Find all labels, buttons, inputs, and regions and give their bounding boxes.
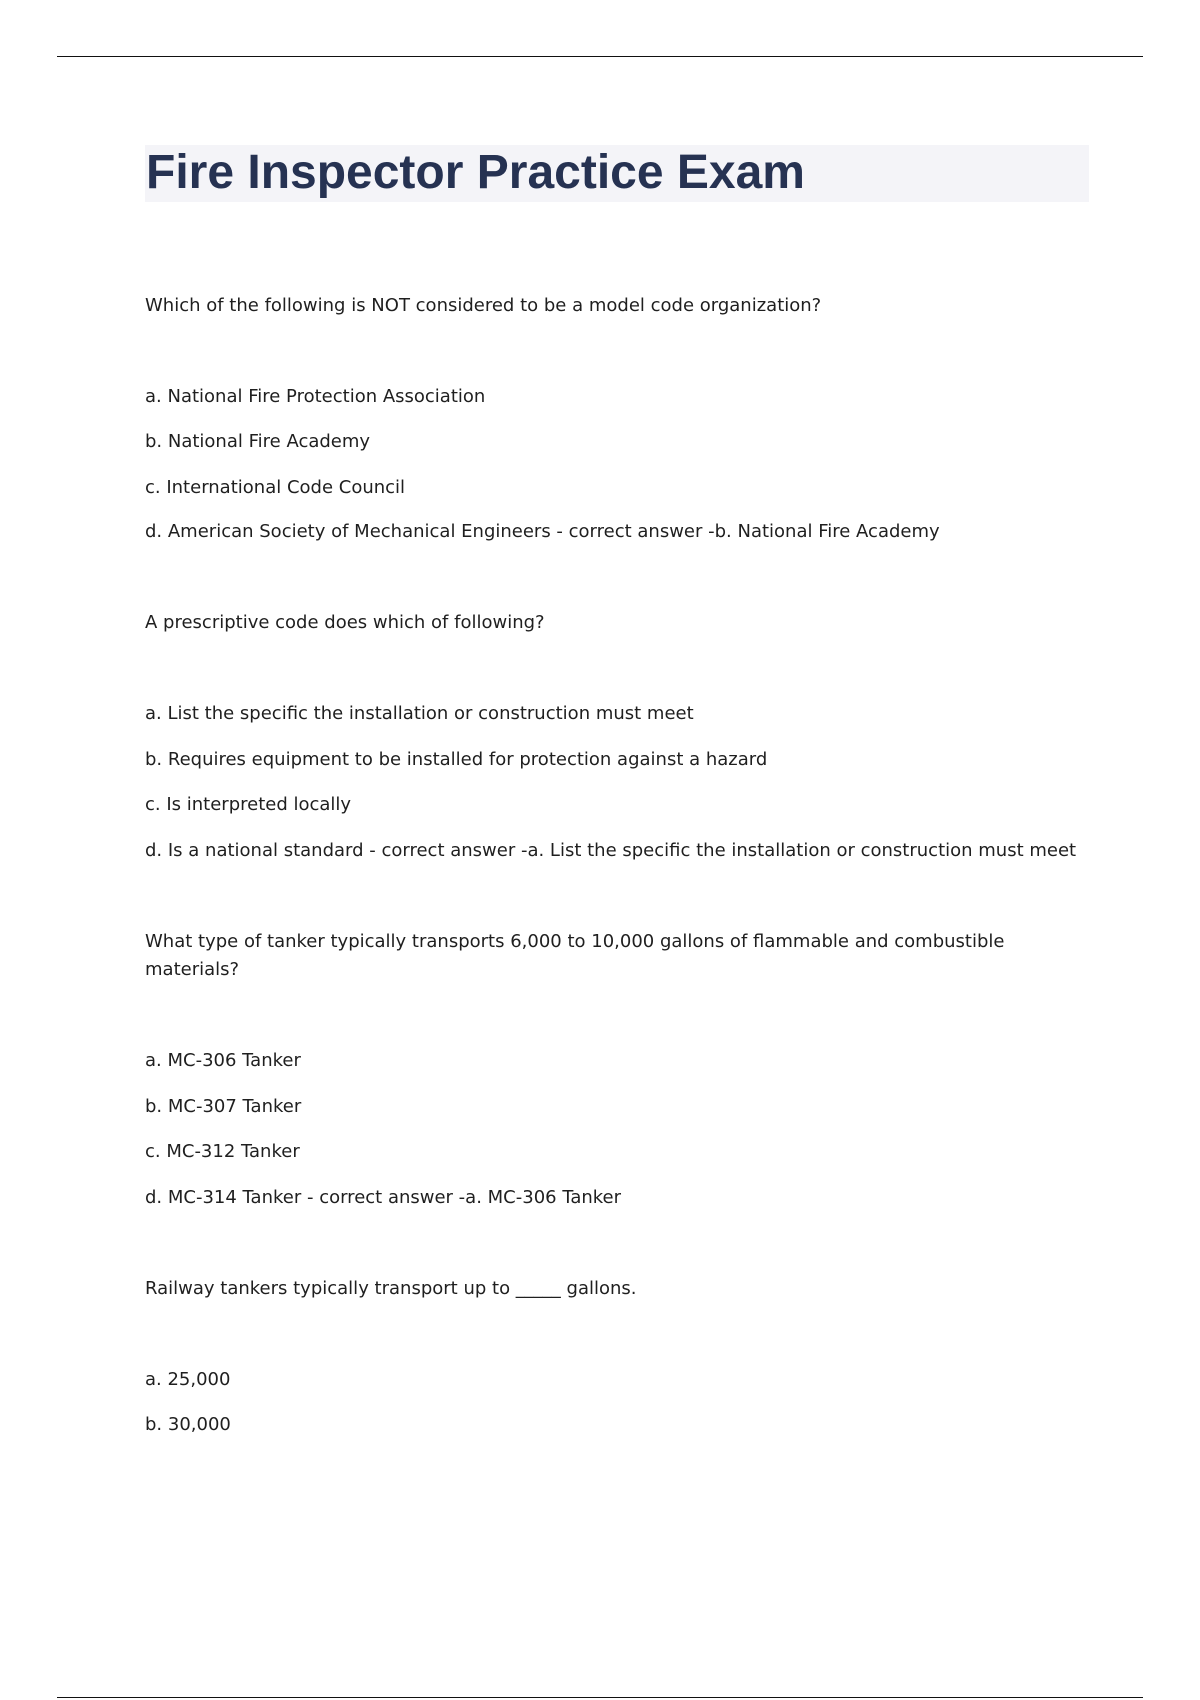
bottom-rule [57,1697,1143,1698]
question-2-option-b: b. Requires equipment to be installed for protection against a hazard [145,749,768,770]
question-1-option-a: a. National Fire Protection Association [145,386,486,407]
question-1-option-d-answer: d. American Society of Mechanical Engineers - correct answer -b. National Fire Academy [145,521,940,542]
question-3-prompt: What type of tanker typically transports 6,000 to 10,000 gallons of flammable and combustible materials? [145,931,1005,980]
question-2-option-c: c. Is interpreted locally [145,794,352,815]
question-2-option-a: a. List the specific the installation or construction must meet [145,703,694,724]
question-3-option-d-answer: d. MC-314 Tanker - correct answer -a. MC-306 Tanker [145,1187,622,1208]
question-3-option-a: a. MC-306 Tanker [145,1050,301,1071]
question-1-option-c: c. International Code Council [145,477,406,498]
question-4-option-a: a. 25,000 [145,1369,231,1390]
question-2-option-d-answer: d. Is a national standard - correct answer -a. List the specific the installation or construction must meet [145,840,1077,861]
question-2-prompt: A prescriptive code does which of following? [145,612,545,633]
top-rule [57,56,1143,57]
question-3-option-b: b. MC-307 Tanker [145,1096,302,1117]
question-3-option-c: c. MC-312 Tanker [145,1141,300,1162]
question-1-option-b: b. National Fire Academy [145,431,371,452]
question-1-prompt: Which of the following is NOT considered to be a model code organization? [145,295,822,316]
question-4-option-b: b. 30,000 [145,1414,231,1435]
document-title: Fire Inspector Practice Exam [146,146,805,199]
question-4-prompt: Railway tankers typically transport up to _____ gallons. [145,1278,637,1299]
